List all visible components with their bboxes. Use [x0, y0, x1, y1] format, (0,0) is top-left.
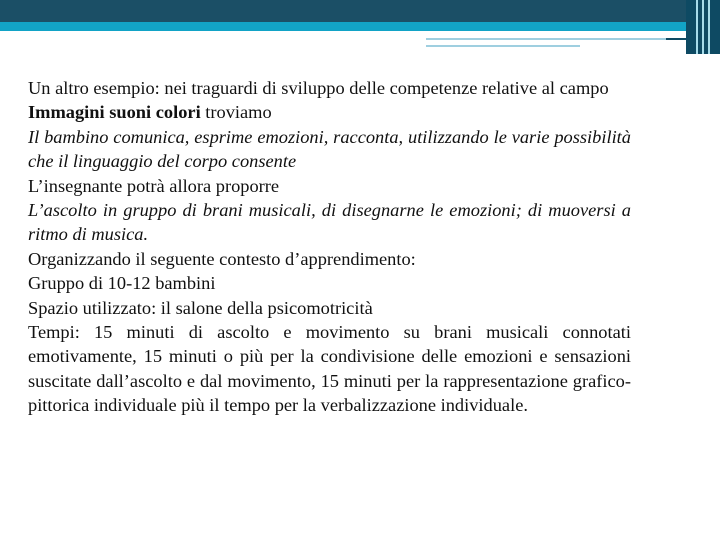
goal-paragraph: Il bambino comunica, esprime emozioni, racconta, utilizzando le varie possibilità che il linguaggio del corpo consente [28, 126, 631, 172]
header-accent-line [696, 0, 698, 54]
header-bar-teal [0, 22, 686, 31]
intro-text: Un altro esempio: nei traguardi di sviluppo delle competenze relative al campo [28, 78, 609, 98]
decorative-rule [426, 45, 580, 47]
activity-paragraph: L’ascolto in gruppo di brani musicali, di disegnarne le emozioni; di muoversi a ritmo di musica. [28, 200, 631, 245]
header-accent-line [702, 0, 704, 54]
header-accent-line [708, 0, 710, 54]
group-line: Gruppo di 10-12 bambini [28, 273, 216, 294]
times-paragraph: Tempi: 15 minuti di ascolto e movimento su brani musicali connotati emotivamente, 15 minuti o più per la condivisione delle emozioni e sensazioni suscitate dall’ascolto e dal movimento, 15 minuti per la rappresentazione grafico-pittorica individuale più il tempo per la verbalizzazione individuale. [28, 322, 631, 416]
decorative-rule [666, 38, 686, 40]
header-bar-dark [0, 0, 686, 22]
context-heading: Organizzando il seguente contesto d’apprendimento: [28, 248, 416, 269]
intro-text-end: troviamo [200, 102, 272, 123]
field-name: Immagini suoni colori [28, 102, 201, 123]
teacher-proposal-line: L’insegnante potrà allora proporre [28, 175, 280, 196]
space-line: Spazio utilizzato: il salone della psicomotricità [28, 297, 373, 318]
intro-paragraph [28, 76, 631, 125]
slide-body [28, 76, 631, 418]
decorative-rule [426, 38, 666, 40]
